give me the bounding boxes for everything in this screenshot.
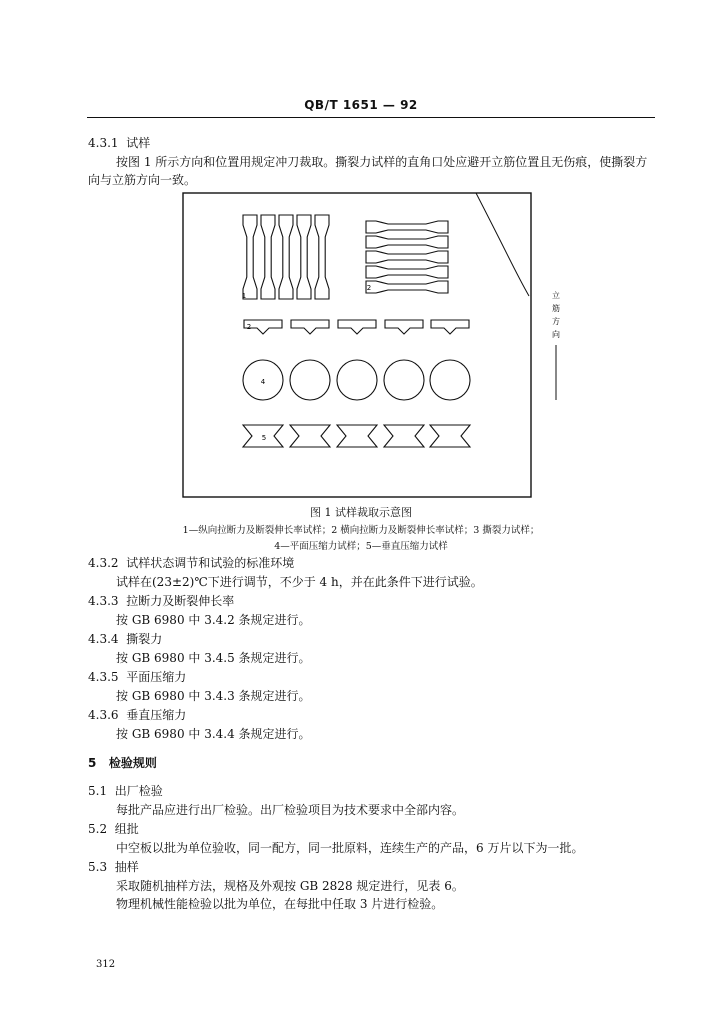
section-title: 平面压缩力: [126, 670, 187, 684]
figure-caption: 图 1 试样裁取示意图: [310, 506, 412, 519]
section-number: 4.3.5: [88, 670, 119, 684]
section-title: 出厂检验: [114, 784, 163, 798]
section-4-3-1-heading: [88, 135, 150, 151]
section-4-3-3-body: 按 GB 6980 中 3.4.2 条规定进行。: [116, 613, 311, 627]
longitudinal-tensile-specimen: [261, 215, 275, 299]
section-4-3-4-heading: [88, 631, 162, 647]
tear-specimen: [338, 320, 376, 334]
transverse-tensile-specimen: [366, 251, 448, 263]
section-5-3-heading: [88, 859, 139, 875]
section-4-3-5-heading: [88, 669, 186, 685]
section-4-3-3-heading: [88, 593, 234, 609]
transverse-tensile-specimen: [366, 236, 448, 248]
flat-compression-specimen: [384, 360, 424, 400]
vertical-compression-specimens: [243, 425, 470, 447]
section-4-3-1-body: 按图 1 所示方向和位置用规定冲刀裁取。撕裂力试样的直角口处应避开立筋位置且无伤痕，使撕裂方向与立筋方向一致。: [88, 155, 648, 187]
longitudinal-tensile-specimen: [297, 215, 311, 299]
section-5-heading: [88, 755, 157, 771]
vertical-compression-specimen: [384, 425, 424, 447]
transverse-tensile-specimen: [366, 266, 448, 278]
longitudinal-tensile-specimen: [315, 215, 329, 299]
section-number: 4.3.4: [88, 632, 119, 646]
specimen-marker-2: 2: [366, 284, 372, 292]
specimen-marker-4: 4: [260, 378, 266, 386]
section-5-2-heading: [88, 821, 139, 837]
standard-header: QB/T 1651 — 92: [304, 98, 418, 112]
transverse-tensile-specimens: [366, 221, 448, 293]
longitudinal-tensile-specimen: [243, 215, 257, 299]
figure-frame: [183, 193, 531, 497]
section-title: 检验规则: [108, 756, 157, 770]
section-title: 试样: [126, 136, 151, 150]
specimen-marker-5: 5: [261, 434, 267, 442]
section-5-1-body: 每批产品应进行出厂检验。出厂检验项目为技术要求中全部内容。: [116, 803, 465, 817]
section-number: 4.3.2: [88, 556, 119, 570]
longitudinal-tensile-specimen: [279, 215, 293, 299]
section-5-1-heading: [88, 783, 163, 799]
section-number: 5: [88, 756, 97, 770]
specimen-marker-3: 2: [246, 323, 252, 331]
section-4-3-6-body: 按 GB 6980 中 3.4.4 条规定进行。: [116, 727, 311, 741]
specimen-cutting-figure: [180, 190, 570, 502]
direction-label-char: 方: [552, 317, 560, 326]
figure-legend-line-1: 1—纵向拉断力及断裂伸长率试样；2 横向拉断力及断裂伸长率试样；3 撕裂力试样；: [182, 525, 540, 536]
section-4-3-6-heading: [88, 707, 186, 723]
figure-cut-curve: [476, 193, 529, 296]
section-title: 拉断力及断裂伸长率: [126, 594, 235, 608]
figure-legend-line-2: 4—平面压缩力试样；5—垂直压缩力试样: [274, 541, 448, 552]
specimen-marker-1: 1: [241, 292, 247, 300]
section-number: 5.3: [88, 860, 108, 874]
direction-label-char: 筋: [552, 304, 560, 313]
transverse-tensile-specimen: [366, 221, 448, 233]
tear-specimen: [431, 320, 469, 334]
flat-compression-specimen: [337, 360, 377, 400]
page-number: 312: [96, 959, 116, 970]
section-number: 4.3.1: [88, 136, 119, 150]
transverse-tensile-specimen: [366, 281, 448, 293]
section-4-3-2-body: 试样在(23±2)℃下进行调节，不少于 4 h，并在此条件下进行试验。: [116, 575, 483, 589]
section-title: 试样状态调节和试验的标准环境: [126, 556, 295, 570]
section-4-3-4-body: 按 GB 6980 中 3.4.5 条规定进行。: [116, 651, 311, 665]
vertical-compression-specimen: [290, 425, 330, 447]
section-title: 抽样: [114, 860, 139, 874]
flat-compression-specimen: [430, 360, 470, 400]
tear-specimens: [244, 320, 469, 334]
flat-compression-specimen: [290, 360, 330, 400]
section-number: 5.1: [88, 784, 108, 798]
vertical-compression-specimen: [430, 425, 470, 447]
section-5-3-body-1: 采取随机抽样方法，规格及外观按 GB 2828 规定进行，见表 6。: [116, 879, 464, 893]
section-5-2-body: 中空板以批为单位验收，同一配方，同一批原料，连续生产的产品，6 万片以下为一批。: [116, 841, 584, 855]
vertical-compression-specimen: [337, 425, 377, 447]
header-rule: [87, 117, 655, 118]
longitudinal-tensile-specimens: [243, 215, 329, 299]
section-number: 5.2: [88, 822, 108, 836]
section-5-3-body-2: 物理机械性能检验以批为单位，在每批中任取 3 片进行检验。: [116, 897, 444, 911]
section-title: 垂直压缩力: [126, 708, 187, 722]
section-title: 组批: [114, 822, 139, 836]
direction-label-char: 向: [552, 330, 560, 339]
section-title: 撕裂力: [126, 632, 163, 646]
section-4-3-5-body: 按 GB 6980 中 3.4.3 条规定进行。: [116, 689, 311, 703]
figure-border: [183, 193, 531, 497]
section-number: 4.3.6: [88, 708, 119, 722]
section-4-3-2-heading: [88, 555, 294, 571]
section-number: 4.3.3: [88, 594, 119, 608]
tear-specimen: [291, 320, 329, 334]
flat-compression-specimens: [243, 360, 470, 400]
direction-label-char: 立: [552, 291, 560, 300]
tear-specimen: [385, 320, 423, 334]
